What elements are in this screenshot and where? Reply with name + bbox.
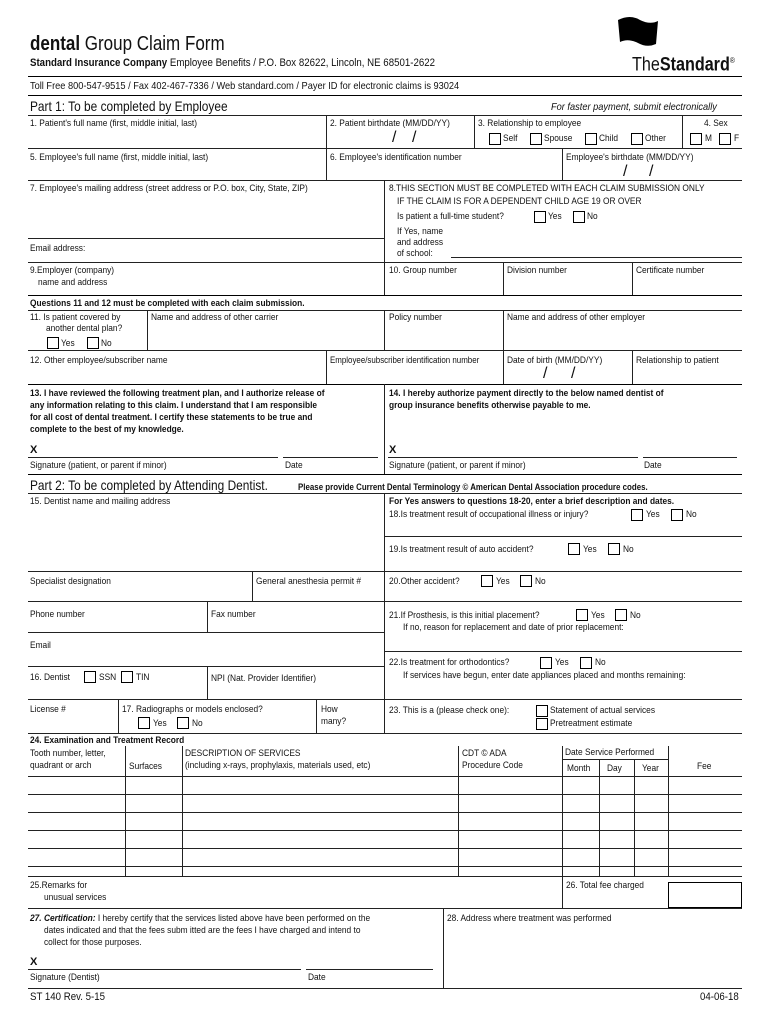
divider	[207, 601, 208, 632]
policy-number-label: Policy number	[389, 312, 442, 323]
date-label: Date	[644, 460, 662, 471]
how-many-label-1: How	[321, 704, 338, 715]
divider	[28, 148, 742, 149]
q22-sub-label: If services have begun, enter date appliances placed and months remaining:	[403, 670, 686, 681]
divider	[28, 632, 384, 633]
covered-yes-checkbox[interactable]	[47, 337, 59, 349]
yes-label: Yes	[61, 338, 75, 349]
self-label: Self	[503, 133, 518, 144]
divider	[28, 876, 742, 877]
divider	[503, 350, 504, 384]
description-header-1: DESCRIPTION OF SERVICES	[185, 748, 301, 759]
q21-yes-checkbox[interactable]	[576, 609, 588, 621]
authorization-14-line2: group insurance benefits otherwise payable to me.	[389, 400, 591, 411]
radiographs-yes-checkbox[interactable]	[138, 717, 150, 729]
sex-m-checkbox[interactable]	[690, 133, 702, 145]
employee-id-label: 6. Employee's identification number	[330, 152, 462, 163]
q19-yes-checkbox[interactable]	[568, 543, 580, 555]
school-label-1: If Yes, name	[397, 226, 444, 237]
employer-label-2: name and address	[38, 277, 108, 288]
company-name: Standard Insurance Company	[30, 57, 168, 69]
logo-the: The	[632, 54, 660, 76]
student-no-checkbox[interactable]	[573, 211, 585, 223]
radiographs-label: 17. Radiographs or models enclosed?	[122, 704, 263, 715]
authorization-13-line2: any information relating to this claim. I understand that I am responsible	[30, 400, 318, 411]
authorization-13-line3: for all cost of dental treatment. I certify these statements to be true and	[30, 412, 313, 423]
divider	[28, 666, 384, 667]
subscriber-id-label: Employee/subscriber identification number	[330, 355, 480, 365]
form-title	[30, 32, 225, 56]
certification-line3: collect for those purposes.	[44, 937, 142, 948]
divider	[562, 759, 668, 760]
date-slash: /	[649, 163, 654, 180]
divider	[632, 262, 633, 295]
no-label: No	[630, 610, 641, 621]
date-performed-header: Date Service Performed	[565, 747, 655, 758]
npi-label: NPI (Nat. Provider Identifier)	[211, 673, 317, 684]
employer-label-1: 9.Employer (company)	[30, 265, 115, 276]
q20-yes-checkbox[interactable]	[481, 575, 493, 587]
divider	[147, 310, 148, 350]
form-id: ST 140 Rev. 5-15	[30, 991, 105, 1003]
divider	[451, 257, 742, 258]
q18-yes-checkbox[interactable]	[631, 509, 643, 521]
date-line[interactable]	[643, 457, 737, 458]
date-slash: /	[412, 129, 417, 146]
statement-checkbox[interactable]	[536, 705, 548, 717]
logo-standard: Standard	[659, 54, 730, 76]
yes-label: Yes	[555, 657, 569, 668]
total-fee-label: 26. Total fee charged	[566, 880, 644, 891]
part1-heading: Part 1: To be completed by Employee	[30, 98, 228, 114]
sex-f-label: F	[734, 133, 740, 144]
q18-no-checkbox[interactable]	[671, 509, 683, 521]
dentist-signature-label: Signature (Dentist)	[30, 972, 100, 983]
signature-x: X	[30, 444, 38, 456]
divider	[28, 180, 742, 181]
no-label: No	[535, 576, 546, 587]
dob-label: Date of birth (MM/DD/YY)	[507, 355, 603, 366]
divider	[118, 699, 119, 733]
surfaces-header: Surfaces	[129, 761, 162, 772]
divider	[125, 746, 126, 876]
other-label: Other	[645, 133, 666, 144]
signature-line[interactable]	[388, 457, 638, 458]
q20-no-checkbox[interactable]	[520, 575, 532, 587]
day-header: Day	[607, 763, 622, 774]
q22-no-checkbox[interactable]	[580, 657, 592, 669]
q21-no-checkbox[interactable]	[615, 609, 627, 621]
company-address: Employee Benefits / P.O. Box 82622, Lincoln, NE 68501-2622	[169, 57, 435, 69]
divider	[252, 571, 253, 601]
division-number-label: Division number	[507, 265, 567, 276]
cdt-header-1: CDT © ADA	[462, 748, 507, 759]
phone-label: Phone number	[30, 609, 85, 620]
divider	[668, 746, 669, 876]
statement-label: Statement of actual services	[550, 705, 656, 716]
signature-line[interactable]	[28, 457, 278, 458]
fax-label: Fax number	[211, 609, 256, 620]
divider	[28, 733, 742, 734]
tin-checkbox[interactable]	[121, 671, 133, 683]
child-label: Child	[599, 133, 619, 144]
student-yes-checkbox[interactable]	[534, 211, 546, 223]
divider	[562, 148, 563, 180]
divider	[562, 746, 563, 876]
dentist-16-label: 16. Dentist	[30, 672, 70, 683]
tooth-header-1: Tooth number, letter,	[30, 748, 106, 759]
sex-label: 4. Sex	[704, 118, 728, 129]
divider	[326, 115, 327, 148]
no-label: No	[595, 657, 606, 668]
no-label: No	[623, 544, 634, 555]
no-label: No	[101, 338, 112, 349]
divider	[682, 115, 683, 148]
form-date: 04-06-18	[700, 991, 739, 1003]
yes-label: Yes	[153, 718, 167, 729]
q22-label: 22.Is treatment for orthodontics?	[389, 657, 510, 668]
other-employer-label: Name and address of other employer	[507, 312, 646, 323]
divider	[634, 759, 635, 876]
tin-label: TIN	[136, 672, 150, 683]
authorization-14-line1: 14. I hereby authorize payment directly to the below named dentist of	[389, 388, 664, 399]
q19-no-checkbox[interactable]	[608, 543, 620, 555]
standard-logo	[632, 50, 735, 76]
divider	[384, 536, 742, 537]
mailing-address-label: 7. Employee's mailing address (street address or P.O. box, City, State, ZIP)	[30, 183, 308, 194]
divider	[28, 384, 742, 385]
divider	[458, 746, 459, 876]
divider	[326, 148, 327, 180]
school-label-2: and address	[397, 237, 444, 248]
date-slash: /	[571, 365, 576, 382]
divider	[28, 988, 742, 989]
divider	[28, 699, 742, 700]
divider	[384, 180, 385, 262]
email-address-label: Email address:	[30, 243, 86, 254]
how-many-label-2: many?	[321, 716, 347, 727]
divider	[28, 76, 742, 77]
logo-registered: ®	[729, 56, 735, 65]
license-label: License #	[30, 704, 66, 715]
date-line[interactable]	[283, 457, 378, 458]
remarks-label-1: 25.Remarks for	[30, 880, 88, 891]
divider	[326, 350, 327, 384]
yes-label: Yes	[496, 576, 510, 587]
yes-label: Yes	[583, 544, 597, 555]
q21-label: 21.If Prosthesis, is this initial placement?	[389, 610, 540, 621]
employee-birthdate-label: Employee's birthdate (MM/DD/YY)	[566, 152, 694, 163]
yes-answers-note: For Yes answers to questions 18-20, enter a brief description and dates.	[389, 496, 675, 507]
sex-m-label: M	[705, 133, 712, 144]
divider	[503, 310, 504, 350]
date-slash: /	[392, 129, 397, 146]
patient-name-label: 1. Patient's full name (first, middle initial, last)	[30, 118, 198, 129]
divider	[28, 908, 742, 909]
tooth-header-2: quadrant or arch	[30, 760, 92, 771]
divider	[384, 262, 385, 295]
sex-f-checkbox[interactable]	[719, 133, 731, 145]
cdt-note: Please provide Current Dental Terminology © American Dental Association procedure codes.	[298, 482, 648, 492]
divider	[28, 310, 742, 311]
yes-label: Yes	[591, 610, 605, 621]
date-slash: /	[623, 163, 628, 180]
signature-x: X	[30, 956, 38, 968]
electronic-note: For faster payment, submit electronically	[551, 101, 717, 113]
ssn-checkbox[interactable]	[84, 671, 96, 683]
divider	[28, 262, 742, 263]
divider	[562, 876, 563, 908]
description-header-2: (including x-rays, prophylaxis, materials used, etc)	[185, 760, 371, 771]
divider	[316, 699, 317, 733]
cdt-header-2: Procedure Code	[462, 760, 523, 771]
q19-label: 19.Is treatment result of auto accident?	[389, 544, 534, 555]
divider	[28, 493, 742, 494]
divider	[384, 384, 385, 474]
flag-logo-icon	[616, 16, 660, 50]
radiographs-no-checkbox[interactable]	[177, 717, 189, 729]
q23-label: 23. This is a (please check one):	[389, 705, 510, 716]
total-fee-input[interactable]	[668, 882, 742, 908]
date-label: Date	[308, 972, 326, 983]
divider	[384, 651, 742, 652]
specialist-label: Specialist designation	[30, 576, 111, 587]
relationship-child-checkbox[interactable]	[585, 133, 597, 145]
fee-header: Fee	[697, 761, 712, 772]
q18-label: 18.Is treatment result of occupational illness or injury?	[389, 509, 589, 520]
contact-line: Toll Free 800-547-9515 / Fax 402-467-7336 / Web standard.com / Payer ID for electronic claims is 93024	[30, 80, 460, 92]
relationship-patient-label: Relationship to patient	[636, 355, 719, 366]
certification-line2: dates indicated and that the fees subm itted are the fees I have charged and intend to	[44, 925, 361, 936]
divider	[632, 350, 633, 384]
date-line[interactable]	[306, 969, 433, 970]
signature-x: X	[389, 444, 397, 456]
relationship-spouse-checkbox[interactable]	[530, 133, 542, 145]
ssn-label: SSN	[99, 672, 117, 683]
employee-name-label: 5. Employee's full name (first, middle initial, last)	[30, 152, 209, 163]
divider	[28, 238, 384, 239]
authorization-13-line1: 13. I have reviewed the following treatment plan, and I authorize release of	[30, 388, 325, 399]
divider	[207, 666, 208, 699]
section8-line2: IF THE CLAIM IS FOR A DEPENDENT CHILD AGE 19 OR OVER	[397, 196, 642, 207]
form-title-rest: Group Claim Form	[84, 33, 225, 55]
no-label: No	[192, 718, 203, 729]
no-label: No	[686, 509, 697, 520]
year-header: Year	[642, 763, 659, 774]
q21-sub-label: If no, reason for replacement and date of prior replacement:	[403, 622, 624, 633]
form-title-bold: dental	[30, 33, 81, 55]
yes-label: Yes	[548, 211, 562, 222]
date-label: Date	[285, 460, 303, 471]
divider	[28, 474, 742, 475]
yes-label: Yes	[646, 509, 660, 520]
patient-birthdate-label: 2. Patient birthdate (MM/DD/YY)	[330, 118, 450, 129]
covered-no-checkbox[interactable]	[87, 337, 99, 349]
pretreatment-label: Pretreatment estimate	[550, 718, 633, 729]
relationship-self-checkbox[interactable]	[489, 133, 501, 145]
group-number-label: 10. Group number	[389, 265, 457, 276]
divider	[599, 759, 600, 876]
part2-heading: Part 2: To be completed by Attending Dentist.	[30, 477, 268, 493]
patient-signature-label: Signature (patient, or parent if minor)	[389, 460, 526, 471]
authorization-13-line4: complete to the best of my knowledge.	[30, 424, 184, 435]
divider	[28, 115, 742, 116]
certification-line1	[30, 913, 370, 924]
no-label: No	[587, 211, 598, 222]
covered-label-2: another dental plan?	[46, 323, 123, 334]
relationship-other-checkbox[interactable]	[631, 133, 643, 145]
certification-label: 27. Certification:	[30, 913, 96, 924]
other-carrier-label: Name and address of other carrier	[151, 312, 279, 323]
divider	[503, 262, 504, 295]
divider	[443, 908, 444, 988]
divider	[384, 310, 385, 350]
divider	[28, 601, 742, 602]
section8-line1: 8.THIS SECTION MUST BE COMPLETED WITH EACH CLAIM SUBMISSION ONLY	[389, 183, 705, 194]
relationship-label: 3. Relationship to employee	[478, 118, 582, 129]
divider	[384, 493, 385, 733]
q11-12-note: Questions 11 and 12 must be completed with each claim submission.	[30, 298, 305, 309]
school-label-3: of school:	[397, 248, 433, 259]
other-subscriber-label: 12. Other employee/subscriber name	[30, 355, 168, 366]
divider	[28, 571, 742, 572]
treatment-address-label: 28. Address where treatment was performed	[447, 913, 612, 924]
dentist-name-label: 15. Dentist name and mailing address	[30, 496, 171, 507]
certificate-number-label: Certificate number	[636, 265, 705, 276]
divider	[28, 95, 742, 96]
student-question: Is patient a full-time student?	[397, 211, 504, 222]
divider	[28, 295, 742, 296]
company-line	[30, 57, 435, 70]
date-slash: /	[543, 365, 548, 382]
divider	[182, 746, 183, 876]
divider	[28, 350, 742, 351]
month-header: Month	[567, 763, 591, 774]
spouse-label: Spouse	[544, 133, 573, 144]
q20-label: 20.Other accident?	[389, 576, 460, 587]
treatment-record-heading: 24. Examination and Treatment Record	[30, 735, 185, 746]
certification-text: I hereby certify that the services listed above have been performed on the	[97, 913, 371, 924]
covered-label-1: 11. Is patient covered by	[30, 312, 121, 323]
anesthesia-label: General anesthesia permit #	[256, 576, 362, 587]
pretreatment-checkbox[interactable]	[536, 718, 548, 730]
email-label: Email	[30, 640, 51, 651]
patient-signature-label: Signature (patient, or parent if minor)	[30, 460, 167, 471]
divider	[474, 115, 475, 148]
q22-yes-checkbox[interactable]	[540, 657, 552, 669]
remarks-label-2: unusual services	[44, 892, 107, 903]
signature-line[interactable]	[28, 969, 301, 970]
